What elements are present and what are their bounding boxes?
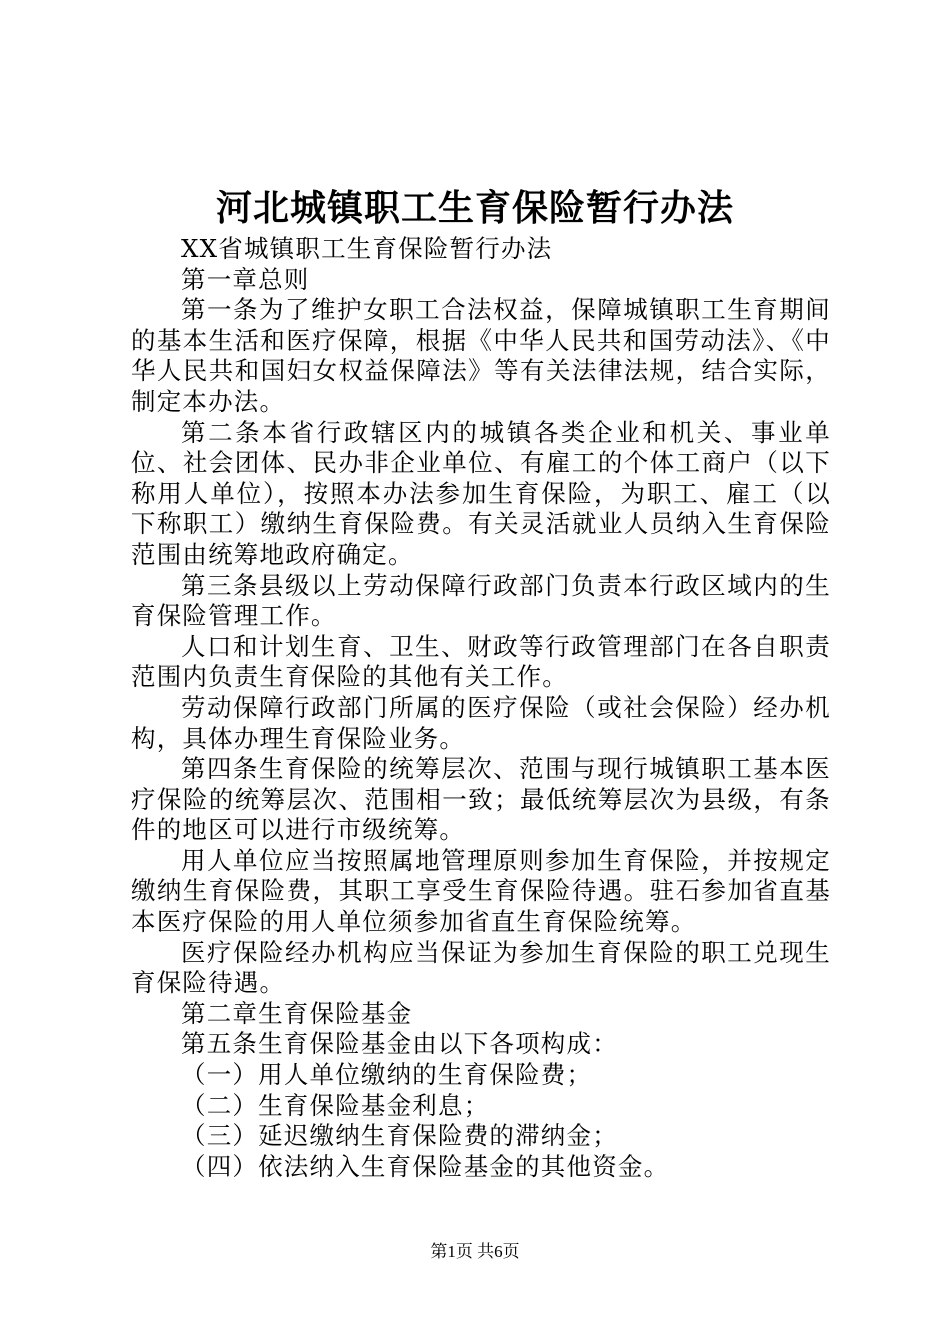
chapter-heading: 第一章总则 bbox=[181, 264, 310, 294]
paragraph: 第三条县级以上劳动保障行政部门负责本行政区域内的生育保险管理工作。 bbox=[131, 570, 831, 631]
paragraph: 医疗保险经办机构应当保证为参加生育保险的职工兑现生育保险待遇。 bbox=[131, 937, 831, 998]
list-item: （四）依法纳入生育保险基金的其他资金。 bbox=[181, 1151, 670, 1181]
chapter-heading: 第二章生育保险基金 bbox=[181, 998, 413, 1028]
page-number: 第1页 共6页 bbox=[430, 1242, 520, 1261]
paragraph: 第四条生育保险的统筹层次、范围与现行城镇职工基本医疗保险的统筹层次、范围相一致；最低统筹层次为县级，有条件的地区可以进行市级统筹。 bbox=[131, 754, 831, 845]
document-body bbox=[131, 234, 831, 1182]
paragraph: 用人单位应当按照属地管理原则参加生育保险，并按规定缴纳生育保险费，其职工享受生育保险待遇。驻石参加省直基本医疗保险的用人单位须参加省直生育保险统筹。 bbox=[131, 845, 831, 937]
paragraph: 人口和计划生育、卫生、财政等行政管理部门在各自职责范围内负责生育保险的其他有关工作。 bbox=[131, 631, 831, 692]
paragraph: 第五条生育保险基金由以下各项构成： bbox=[181, 1029, 618, 1059]
list-item: （三）延迟缴纳生育保险费的滞纳金； bbox=[181, 1121, 618, 1151]
paragraph: XX省城镇职工生育保险暂行办法 bbox=[181, 234, 553, 263]
paragraph: 第二条本省行政辖区内的城镇各类企业和机关、事业单位、社会团体、民办非企业单位、有雇工的个体工商户（以下称用人单位），按照本办法参加生育保险，为职工、雇工（以下称职工）缴纳生育保险费。有关灵活就业人员纳入生育保险范围由统筹地政府确定。 bbox=[131, 417, 831, 569]
list-item: （一）用人单位缴纳的生育保险费； bbox=[181, 1060, 593, 1090]
paragraph: 第一条为了维护女职工合法权益，保障城镇职工生育期间的基本生活和医疗保障，根据《中华人民共和国劳动法》、《中华人民共和国妇女权益保障法》等有关法律法规，结合实际，制定本办法。 bbox=[131, 295, 831, 416]
list-item: （二）生育保险基金利息； bbox=[181, 1090, 490, 1120]
document-title: 河北城镇职工生育保险暂行办法 bbox=[215, 187, 734, 229]
paragraph: 劳动保障行政部门所属的医疗保险（或社会保险）经办机构，具体办理生育保险业务。 bbox=[131, 692, 831, 753]
